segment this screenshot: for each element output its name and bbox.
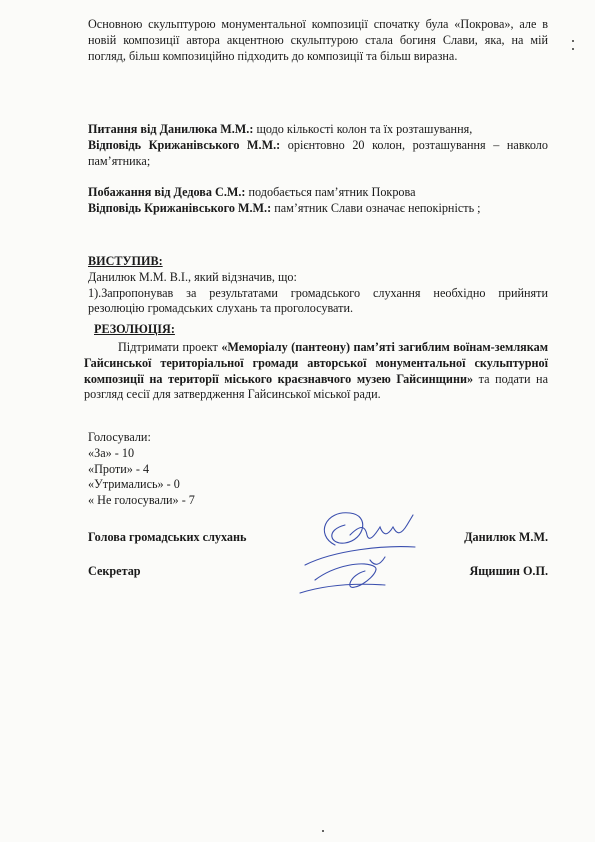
intro-text: Основною скульптурою монументальної композиції спочатку була «Покрова», але в новій композиції автора акцентною скульптурою стала богиня Слави, яка, на мій погляд, більш композиційно підходить до композиції та більш виразна. bbox=[88, 17, 548, 63]
question-1-text: щодо кількості колон та їх розташування, bbox=[253, 122, 473, 136]
resolution-text-1: Підтримати проект bbox=[118, 340, 222, 354]
speech-section bbox=[88, 254, 548, 317]
qa-block-1 bbox=[88, 122, 548, 169]
answer-1 bbox=[88, 138, 548, 170]
resolution-heading: РЕЗОЛЮЦІЯ: bbox=[94, 322, 175, 336]
chair-title: Голова громадських слухань bbox=[88, 530, 247, 544]
speech-point: 1).Запропонував за результатами громадського слухання необхідно прийняти резолюцію громадських слухань та проголосувати. bbox=[88, 285, 548, 316]
question-1-label: Питання від Данилюка М.М.: bbox=[88, 122, 254, 136]
speech-speaker: Данилюк М.М. В.І., який відзначив, що: bbox=[88, 269, 297, 284]
secretary-name: Ящишин О.П. bbox=[469, 564, 548, 578]
margin-mark bbox=[572, 48, 574, 50]
answer-2-label: Відповідь Крижанівського М.М.: bbox=[88, 200, 272, 215]
resolution-text bbox=[84, 340, 548, 403]
voting-label: Голосували: bbox=[88, 430, 151, 444]
question-1 bbox=[88, 122, 548, 138]
answer-2-text: пам’ятник Слави означає непокірність ; bbox=[271, 200, 481, 215]
vote-not-voted: « Не голосували» - 7 bbox=[88, 493, 195, 508]
qa-block-2 bbox=[88, 185, 548, 217]
handwritten-signature bbox=[295, 505, 445, 600]
resolution-section bbox=[88, 322, 548, 338]
secretary-title: Секретар bbox=[88, 564, 141, 578]
speech-heading: ВИСТУПИВ: bbox=[88, 254, 163, 268]
wish-2-label: Побажання від Дедова С.М.: bbox=[88, 185, 246, 199]
voting-section bbox=[88, 430, 548, 509]
answer-1-label: Відповідь Крижанівського М.М.: bbox=[88, 137, 281, 152]
wish-2-text: подобається пам’ятник Покрова bbox=[245, 185, 416, 199]
margin-mark bbox=[322, 830, 324, 832]
margin-mark bbox=[572, 40, 574, 42]
vote-against: «Проти» - 4 bbox=[88, 461, 150, 476]
vote-for: «За» - 10 bbox=[88, 445, 135, 460]
answer-2 bbox=[88, 201, 548, 217]
intro-paragraph bbox=[88, 17, 548, 64]
resolution-project-name: «Меморіалу (пантеону) пам’яті загиблим воїнам-землякам Гайсинської територіальної громади авторської монументальної скульптурної композиції на території міського краєзнавчого музею Гайсинщини» bbox=[84, 340, 549, 386]
vote-abstained: «Утримались» - 0 bbox=[88, 477, 180, 492]
answer-1-text: орієнтовно 20 колон, розташування – навколо пам’ятника; bbox=[88, 137, 548, 168]
wish-2 bbox=[88, 185, 548, 201]
chair-name: Данилюк М.М. bbox=[464, 530, 548, 544]
resolution-text-3: та подати на розгляд сесії для затвердження Гайсинської міської ради. bbox=[84, 371, 548, 402]
